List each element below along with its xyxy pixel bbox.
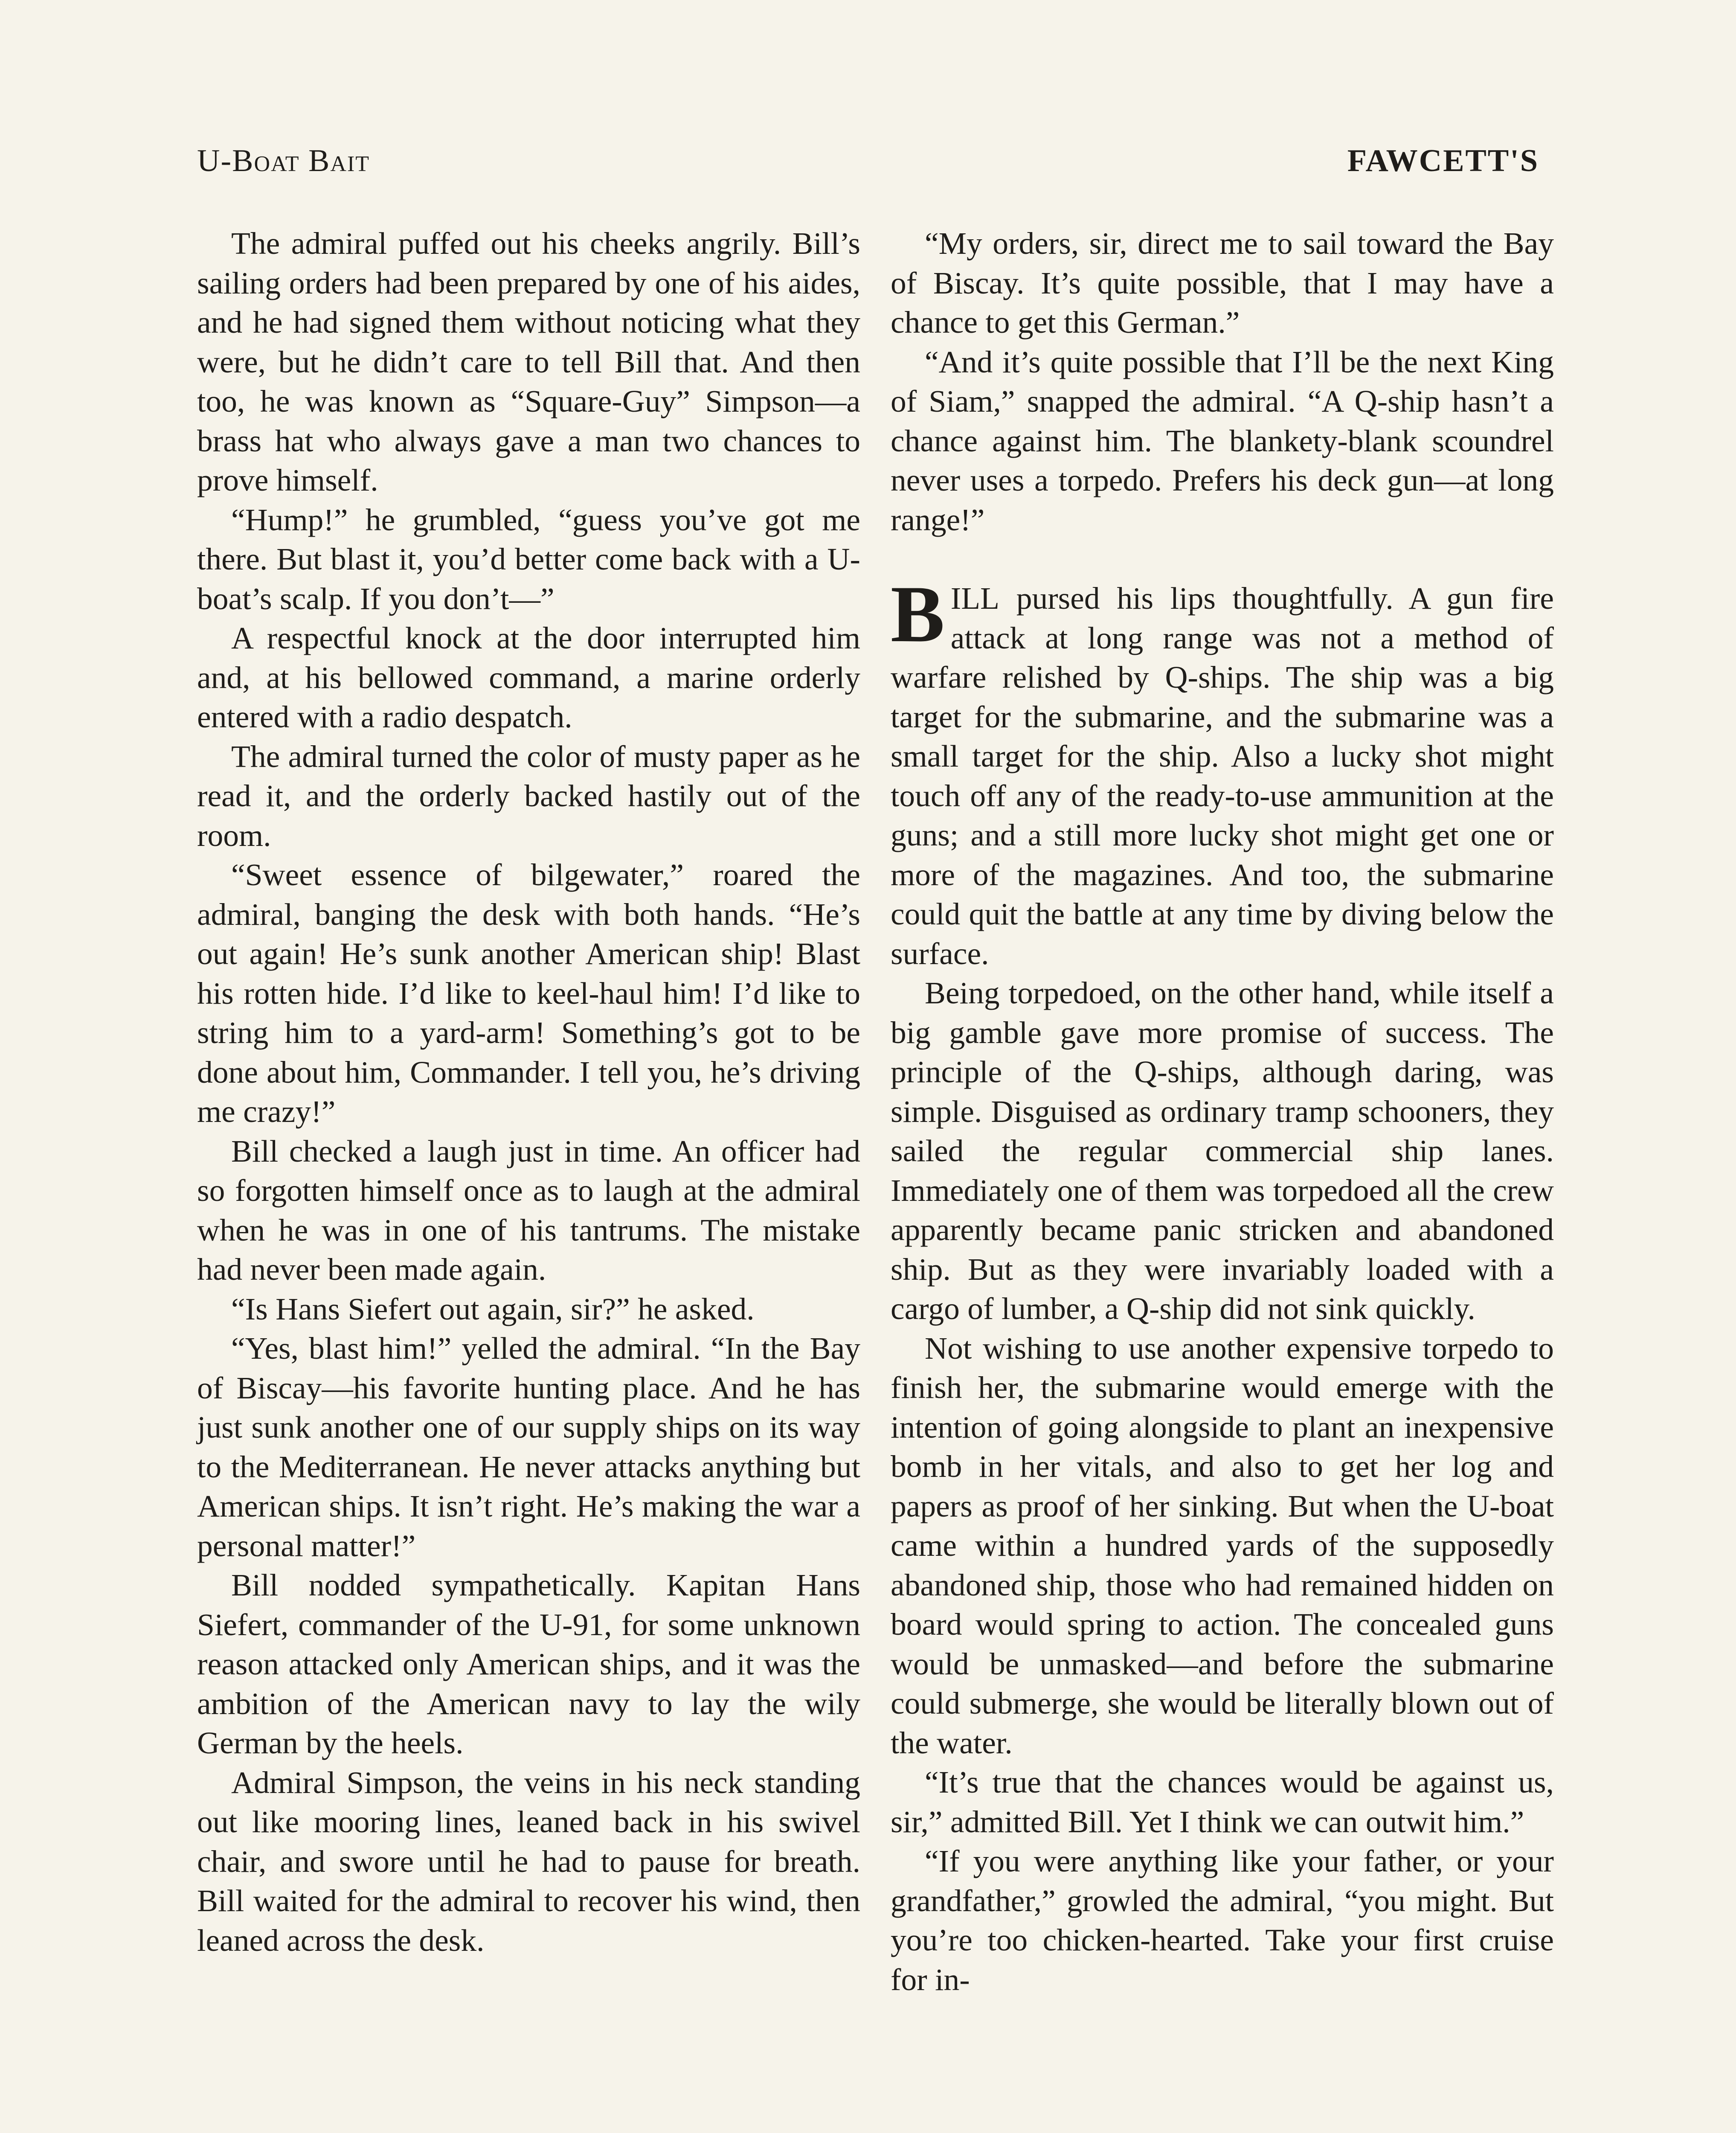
paragraph: “Sweet essence of bilgewater,” roared the admiral, banging the desk with both hands. “He’s out again! He’s sunk another American ship! Blast his rotten hide. I’d like to keel-haul him! I’d like to string him to a yard-arm! Something’s got to be done about him, Commander. I tell you, he’s driving me crazy!” [197,857,860,1129]
paragraph: A respectful knock at the door interrupted him and, at his bellowed command, a marine orderly entered with a radio despatch. [197,621,860,734]
magazine-title: FAWCETT'S [1347,143,1539,178]
left-column [197,224,860,1960]
dropcap-paragraph-text: pursed his lips thoughtfully. A gun fire attack at long range was not a method of warfare relished by Q-ships. The ship was a big target for the submarine, and the submarine was a small target for the ship. Also a lucky shot might touch off any of the ready-to-use ammunition at the guns; and a still more lucky shot might get one or more of the magazines. And too, the submarine could quit the battle at any time by diving below the surface. [891,581,1554,971]
right-column [891,224,1554,1999]
paragraph: Bill checked a laugh just in time. An officer had so forgotten himself once as to laugh at the admiral when he was in one of his tantrums. The mistake had never been made again. [197,1133,860,1287]
paragraph: “And it’s quite possible that I’ll be the next King of Siam,” snapped the admiral. “A Q-ship hasn’t a chance against him. The blankety-blank scoundrel never uses a torpedo. Prefers his deck gun—at long range!” [891,344,1554,537]
paragraph: “My orders, sir, direct me to sail toward the Bay of Biscay. It’s quite possible, that I may have a chance to get this German.” [891,226,1554,340]
paragraph: Bill nodded sympathetically. Kapitan Hans Siefert, commander of the U-91, for some unknown reason attacked only American ships, and it was the ambition of the American navy to lay the wily German by the heels. [197,1568,860,1760]
paragraph: “If you were anything like your father, or your grandfather,” growled the admiral, “you might. But you’re too chicken-hearted. Take your first cruise for in- [891,1844,1554,1997]
paragraph: “It’s true that the chances would be against us, sir,” admitted Bill. Yet I think we can outwit him.” [891,1765,1554,1839]
paragraph: “Yes, blast him!” yelled the admiral. “In the Bay of Biscay—his favorite hunting place. And he has just sunk another one of our supply ships on its way to the Mediterranean. He never attacks anything but American ships. It isn’t right. He’s making the war a personal matter!” [197,1331,860,1563]
story-title: U-Boat Bait [197,143,370,178]
paragraph: The admiral puffed out his cheeks angrily. Bill’s sailing orders had been prepared by one of his aides, and he had signed them without noticing what they were, but he didn’t care to tell Bill that. And then too, he was known as “Square-Guy” Simpson—a brass hat who always gave a man two chances to prove himself. [197,226,860,497]
paragraph: Not wishing to use another expensive torpedo to finish her, the submarine would emerge with the intention of going alongside to plant an inexpensive bomb in her vitals, and also to get her log and papers as proof of her sinking. But when the U-boat came within a hundred yards of the supposedly abandoned ship, those who had remained hidden on board would spring to action. The concealed guns would be unmasked—and before the submarine could submerge, she would be literally blown out of the water. [891,1331,1554,1760]
paragraph: Being torpedoed, on the other hand, while itself a big gamble gave more promise of success. The principle of the Q-ships, although daring, was simple. Disguised as ordinary tramp schooners, they sailed the regular commercial ship lanes. Immediately one of them was torpedoed all the crew apparently became panic stricken and abandoned ship. But as they were invariably loaded with a cargo of lumber, a Q-ship did not sink quickly. [891,976,1554,1326]
paragraph: “Hump!” he grumbled, “guess you’ve got me there. But blast it, you’d better come back with a U-boat’s scalp. If you don’t—” [197,502,860,616]
paragraph: “Is Hans Siefert out again, sir?” he asked. [231,1291,755,1326]
drop-cap: B [891,570,945,659]
running-header [197,143,1539,181]
dropcap-lead: ILL [950,581,1000,616]
paragraph: The admiral turned the color of musty paper as he read it, and the orderly backed hastily out of the room. [197,739,860,853]
dropcap-paragraph [891,570,1554,974]
paragraph: Admiral Simpson, the veins in his neck standing out like mooring lines, leaned back in his swivel chair, and swore until he had to pause for breath. Bill waited for the admiral to recover his wind, then leaned across the desk. [197,1765,860,1958]
